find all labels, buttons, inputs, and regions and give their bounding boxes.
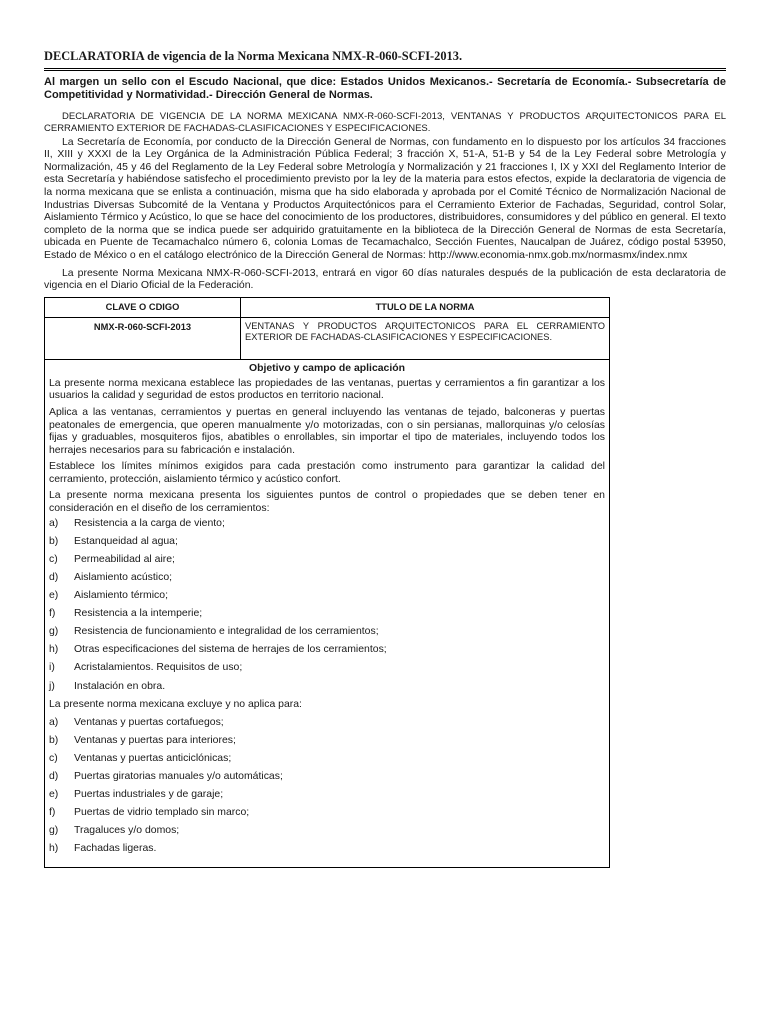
exclusions-list bbox=[49, 717, 605, 862]
exclusion-intro: La presente norma mexicana excluye y no aplica para: bbox=[49, 698, 302, 710]
list-item: j) Instalación en obra. bbox=[49, 680, 166, 692]
list-item: c) Permeabilidad al aire; bbox=[49, 553, 175, 565]
norm-table bbox=[44, 297, 610, 869]
objective-paragraph-2: Aplica a las ventanas, cerramientos y puertas en general incluyendo las ventanas de tejado, balconeras y puertas peatonales de emergencia, que operen manualmente y/o motorizadas, con o sin persianas, mallorquinas y/o celosías fijas y graduables, mosquiteros fijos, abatibles o enrollables, sin importar el tipo de materiales, incluyendo todos los herrajes necesarios para su fabricación e instalación. bbox=[49, 406, 605, 456]
list-item: b) Estanqueidad al agua; bbox=[49, 535, 178, 547]
objective-paragraph-3: Establece los límites mínimos exigidos para cada prestación como instrumento para garantizar la calidad del cerramiento, protección, aislamiento térmico y acústico confort. bbox=[49, 461, 605, 485]
list-item: h) Otras especificaciones del sistema de herrajes de los cerramientos; bbox=[49, 644, 387, 656]
objective-row bbox=[45, 359, 610, 868]
document-page bbox=[44, 48, 726, 868]
list-item: f) Resistencia a la intemperie; bbox=[49, 608, 203, 620]
list-item: a) Ventanas y puertas cortafuegos; bbox=[49, 716, 224, 728]
clave-cell: NMX-R-060-SCFI-2013 bbox=[45, 317, 241, 359]
table-row bbox=[45, 317, 610, 359]
list-item: g) Resistencia de funcionamiento e integralidad de los cerramientos; bbox=[49, 626, 379, 638]
title-bold: DECLARATORIA bbox=[44, 49, 145, 63]
intro-caps-paragraph: DECLARATORIA DE VIGENCIA DE LA NORMA MEXICANA NMX-R-060-SCFI-2013, VENTANAS Y PRODUCTOS ARQUITECTONICOS PARA EL CERRAMIENTO EXTERIOR DE FACHADAS-CLASIFICACIONES Y ESPECIFICACIONES. bbox=[44, 111, 726, 134]
list-item: c) Ventanas y puertas anticiclónicas; bbox=[49, 752, 232, 764]
titulo-cell: VENTANAS Y PRODUCTOS ARQUITECTONICOS PARA EL CERRAMIENTO EXTERIOR DE FACHADAS-CLASIFICACIONES Y ESPECIFICACIONES. bbox=[241, 317, 610, 359]
objective-cell bbox=[45, 359, 610, 868]
objective-paragraph-4: La presente norma mexicana presenta los siguientes puntos de control o propiedades que se deben tener en consideración en el diseño de los cerramientos: bbox=[49, 490, 605, 515]
document-title bbox=[44, 48, 726, 68]
col-header-titulo: TTULO DE LA NORMA bbox=[241, 297, 610, 317]
body-paragraph: La Secretaría de Economía, por conducto de la Dirección General de Normas, con fundamento en lo dispuesto por los artículos 34 fracciones II, XIII y XXXI de la Ley Orgánica de la Administración Pública Federal; 3 fracción X, 51-A, 51-B y 54 de la Ley Federal sobre Metrología y Normalización, 45 y 46 del Reglamento de la Ley Federal sobre Metrología y Normalización y 21 fracciones I, IX y XXI del Reglamento Interior de esta Secretaría y habiéndose satisfecho el procedimiento previsto por la ley de la materia para estos efectos, expide la declaratoria de vigencia de la norma mexicana que se enlista a continuación, misma que ha sido elaborada y aprobada por el Comité Técnico de Normalización Nacional de Industrias Diversas Subcomité de la Ventana y Productos Arquitectónicos para el Cerramiento Exterior de Fachadas, Seguridad, control Solar, Aislamiento Térmico y Acústico, lo que se hace del conocimiento de los productores, distribuidores, consumidores y del público en general. El texto completo de la norma que se indica puede ser adquirido gratuitamente en la biblioteca de la Dirección General de Normas de esta Secretaría, ubicada en Puente de Tecamachalco número 6, colonia Lomas de Tecamachalco, Sección Fuentes, Naucalpan de Juárez, código postal 53950, Estado de México o en el catálogo electrónico de la Dirección General de Normas: http://www.economia-nmx.gob.mx/normasmx/index.nmx bbox=[44, 136, 726, 261]
title-divider bbox=[44, 68, 726, 71]
objective-heading: Objetivo y campo de aplicación bbox=[248, 362, 406, 374]
table-header-row bbox=[45, 297, 610, 317]
list-item: h) Fachadas ligeras. bbox=[49, 843, 157, 855]
objective-paragraph-1: La presente norma mexicana establece las propiedades de las ventanas, puertas y cerramientos a fin garantizar a los usuarios la calidad y seguridad de estos productos en territorio nacional. bbox=[49, 377, 605, 402]
vigor-paragraph: La presente Norma Mexicana NMX-R-060-SCFI-2013, entrará en vigor 60 días naturales después de la publicación de esta declaratoria de vigencia en el Diario Oficial de la Federación. bbox=[44, 267, 726, 292]
list-item: f) Puertas de vidrio templado sin marco; bbox=[49, 807, 250, 819]
control-points-list bbox=[49, 518, 605, 699]
col-header-clave: CLAVE O CDIGO bbox=[45, 297, 241, 317]
seal-paragraph: Al margen un sello con el Escudo Nacional, que dice: Estados Unidos Mexicanos.- Secretaría de Economía.- Subsecretaría de Competitividad y Normatividad.- Dirección General de Normas. bbox=[44, 76, 726, 102]
title-rest: de vigencia de la Norma Mexicana NMX-R-060-SCFI-2013. bbox=[144, 49, 463, 63]
list-item: d) Puertas giratorias manuales y/o automáticas; bbox=[49, 770, 283, 782]
list-item: g) Tragaluces y/o domos; bbox=[49, 825, 180, 837]
list-item: e) Aislamiento térmico; bbox=[49, 590, 168, 602]
list-item: b) Ventanas y puertas para interiores; bbox=[49, 734, 236, 746]
list-item: e) Puertas industriales y de garaje; bbox=[49, 788, 224, 800]
list-item: d) Aislamiento acústico; bbox=[49, 571, 173, 583]
list-item: a) Resistencia a la carga de viento; bbox=[49, 517, 225, 529]
list-item: i) Acristalamientos. Requisitos de uso; bbox=[49, 662, 243, 674]
